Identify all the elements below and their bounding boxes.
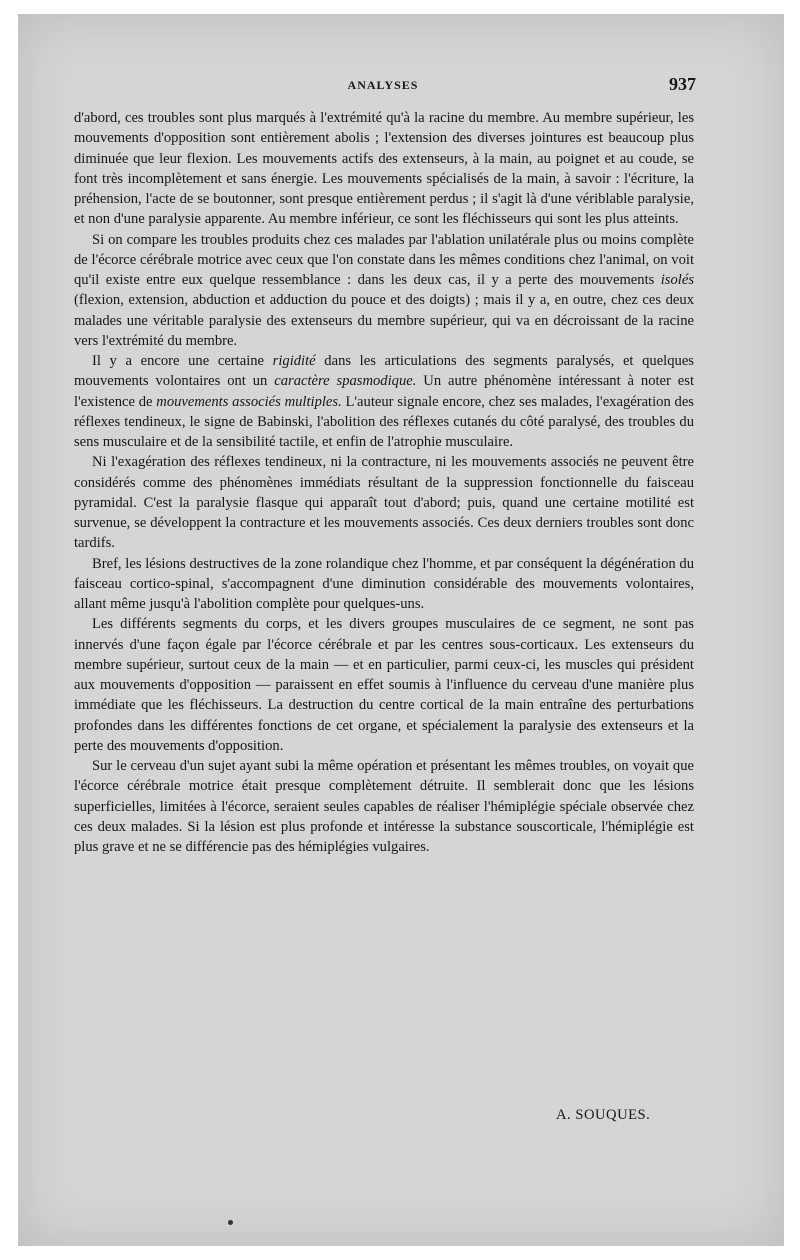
text-run: Ni l'exagération des réflexes tendineux, ni la contracture, ni les mouvements associés ne peuvent être considérés comme des phénomènes immédiats résultant de la suppression fonctionnelle du faisceau pyramidal. C'est la paralysie flasque qui apparaît tout d'abord; puis, quand une certaine motilité est survenue, se développent la contracture et les mouvements associés. Ces deux derniers troubles sont donc tardifs.	[74, 454, 694, 552]
text-run: L'auteur signale encore, chez ses malades, l'exagération des réflexes tendineux, le signe de Babinski, l'abolition des réflexes cutanés du côté paralysé, des troubles du sens musculaire et de la sensibilité tactile, et enfin de l'atrophie musculaire.	[74, 393, 694, 450]
text-run: Les différents segments du corps, et les divers groupes musculaires de ce segment, ne sont pas innervés d'une façon égale par l'écorce cérébrale et par les centres sous-corticaux. Les extenseurs du membre supérieur, surtout ceux de la main — et en particulier, parmi ceux-ci, les muscles qui président aux mouvements d'opposition — paraissent en effet soumis à l'influence du cerveau d'une manière plus immédiate que les fléchisseurs. La destruction du centre cortical de la main entraîne des perturbations profondes dans les différentes fonctions de cet organe, et spécialement la paralysie des extenseurs et la perte des mouvements d'opposition.	[74, 616, 694, 754]
paragraph-4	[74, 452, 694, 553]
page-header	[70, 74, 696, 98]
text-run: dans les articulations des segments paralysés, et quelques mouvements volontaires ont un	[74, 353, 694, 390]
paragraph-5	[74, 554, 694, 615]
text-run: Un autre phénomène intéressant à noter est l'existence de	[74, 373, 694, 410]
ink-speck	[228, 1220, 233, 1225]
article-body	[74, 108, 694, 857]
text-run: Si on compare les troubles produits chez ces malades par l'ablation unilatérale plus ou moins complète de l'écorce cérébrale motrice avec ceux que l'on constate dans les mêmes conditions chez l'animal, on voit qu'il existe entre eux quelque ressemblance : dans les deux cas, il y a perte des mouvements	[74, 231, 694, 288]
paragraph-2	[74, 230, 694, 352]
text-run: (flexion, extension, abduction et adduction du pouce et des doigts) ; mais il y a, en outre, chez ces deux malades une véritable paralysie des extenseurs du membre supérieur, qui va en décroissant de la racine vers l'extrémité du membre.	[74, 292, 694, 349]
running-title: ANALYSES	[347, 78, 419, 92]
text-run: Bref, les lésions destructives de la zone rolandique chez l'homme, et par conséquent la dégénération du faisceau cortico-spinal, s'accompagnent d'une diminution considérable des mouvements volontaires, allant même jusqu'à l'abolition complète pour quelques-uns.	[74, 555, 694, 612]
paragraph-1	[74, 108, 694, 230]
paragraph-3	[74, 351, 694, 452]
text-run: Sur le cerveau d'un sujet ayant subi la même opération et présentant les mêmes troubles, on voyait que l'écorce cérébrale motrice était presque complètement détruite. Il semblerait donc que les lésions superficielles, limitées à l'écorce, seraient seules capables de réaliser l'hémiplégie spéciale observée chez ces deux malades. Si la lésion est plus profonde et intéresse la substance souscorticale, l'hémiplégie est plus grave et ne se différencie pas des hémiplégies vulgaires.	[74, 758, 694, 855]
paragraph-7	[74, 756, 694, 857]
italic-term: mouvements associés multiples.	[156, 393, 342, 410]
text-run: Il y a encore une certaine	[92, 353, 273, 369]
page-number: 937	[669, 74, 696, 94]
author-signature: A. SOUQUES.	[556, 1107, 651, 1123]
italic-term: isolés	[660, 272, 694, 288]
paragraph-6	[74, 614, 694, 756]
text-run: d'abord, ces troubles sont plus marqués à l'extrémité qu'à la racine du membre. Au membre supérieur, les mouvements d'opposition sont entièrement abolis ; l'extension des diverses jointures est beaucoup plus diminuée que leur flexion. Les mouvements actifs des extenseurs, à la main, au poignet et au coude, se font très incomplètement et sans énergie. Les mouvements spécialisés de la main, à savoir : l'écriture, la préhension, l'acte de se boutonner, sont presque entièrement perdus ; il s'agit là d'une vériblable paralysie, et non d'une paralysie apparente. Au membre inférieur, ce sont les fléchisseurs qui sont les plus atteints.	[74, 110, 694, 228]
italic-term: caractère spasmodique.	[274, 373, 417, 390]
italic-term: rigidité	[272, 353, 316, 369]
